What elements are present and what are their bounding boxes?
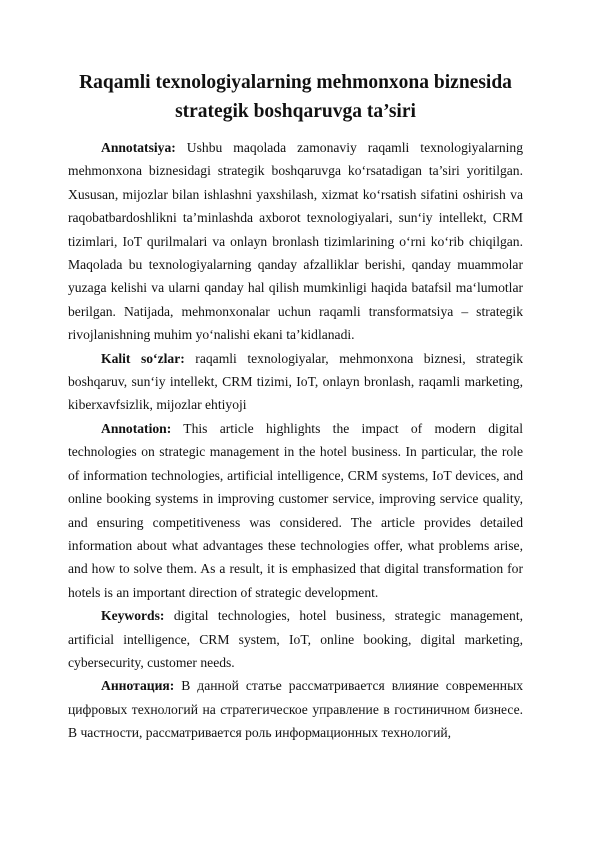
paper-title (68, 68, 523, 126)
abstract-uz (68, 136, 523, 347)
abstract-en-text: This article highlights the impact of modern digital technologies on strategic management in the hotel business. In particular, the role of information technologies, artificial intelligence, CRM systems, IoT devices, and online booking systems in improving customer service, improving service quality, and ensuring competitiveness was considered. The article provides detailed information about what advantages these technologies offer, what problems arise, and how to solve them. As a result, it is emphasized that digital transformation for hotels is an important direction of strategic development. (68, 420, 523, 600)
abstract-ru-label: Аннотация: (101, 678, 175, 694)
abstract-en-label: Annotation: (101, 420, 172, 436)
abstract-uz-text: Ushbu maqolada zamonaviy raqamli texnologiyalarning mehmonxona biznesidagi strategik boshqaruvga ko‘rsatadigan ta’siri yoritilgan. Xususan, mijozlar bilan ishlashni yaxshilash, xizmat ko‘rsatish sifatini oshirish va raqobatbardoshlikni ta’minlashda axborot texnologiyalari, sun‘iy intellekt, CRM tizimlari, IoT qurilmalari va onlayn bronlash tizimlarining o‘rni ko‘rib chiqilgan. Maqolada bu texnologiyalarning qanday afzalliklar berishi, qanday muammolar yuzaga kelishi va ularni qanday hal qilish mumkinligi haqida batafsil ma‘lumotlar berilgan. Natijada, mehmonxonalar uchun raqamli transformatsiya – strategik rivojlanishning muhim yo‘nalishi ekani ta’kidlanadi. (68, 140, 523, 343)
keywords-uz-text: raqamli texnologiyalar, mehmonxona biznesi, strategik boshqaruv, sun‘iy intellekt, CRM tizimi, IoT, onlayn bronlash, raqamli marketing, kiberxavfsizlik, mijozlar ehtiyoji (68, 350, 523, 413)
keywords-en-label: Keywords: (101, 608, 165, 624)
keywords-en (68, 604, 523, 674)
paper-title-line-1: Raqamli texnologiyalarning mehmonxona biznesida (79, 72, 512, 93)
abstract-ru (68, 674, 523, 744)
abstract-en (68, 417, 523, 604)
paper-title-line-2: strategik boshqaruvga ta’siri (175, 101, 416, 122)
keywords-uz (68, 347, 523, 417)
abstract-uz-label: Annotatsiya: (101, 140, 176, 155)
keywords-uz-label: Kalit so‘zlar: (101, 350, 185, 366)
abstract-ru-text: В данной статье рассматривается влияние современных цифровых технологий на стратегическое управление в гостиничном бизнесе. В частности, рассматривается роль информационных технологий, (68, 678, 523, 741)
keywords-en-text: digital technologies, hotel business, strategic management, artificial intelligence, CRM system, IoT, online booking, digital marketing, cybersecurity, customer needs. (68, 608, 524, 670)
